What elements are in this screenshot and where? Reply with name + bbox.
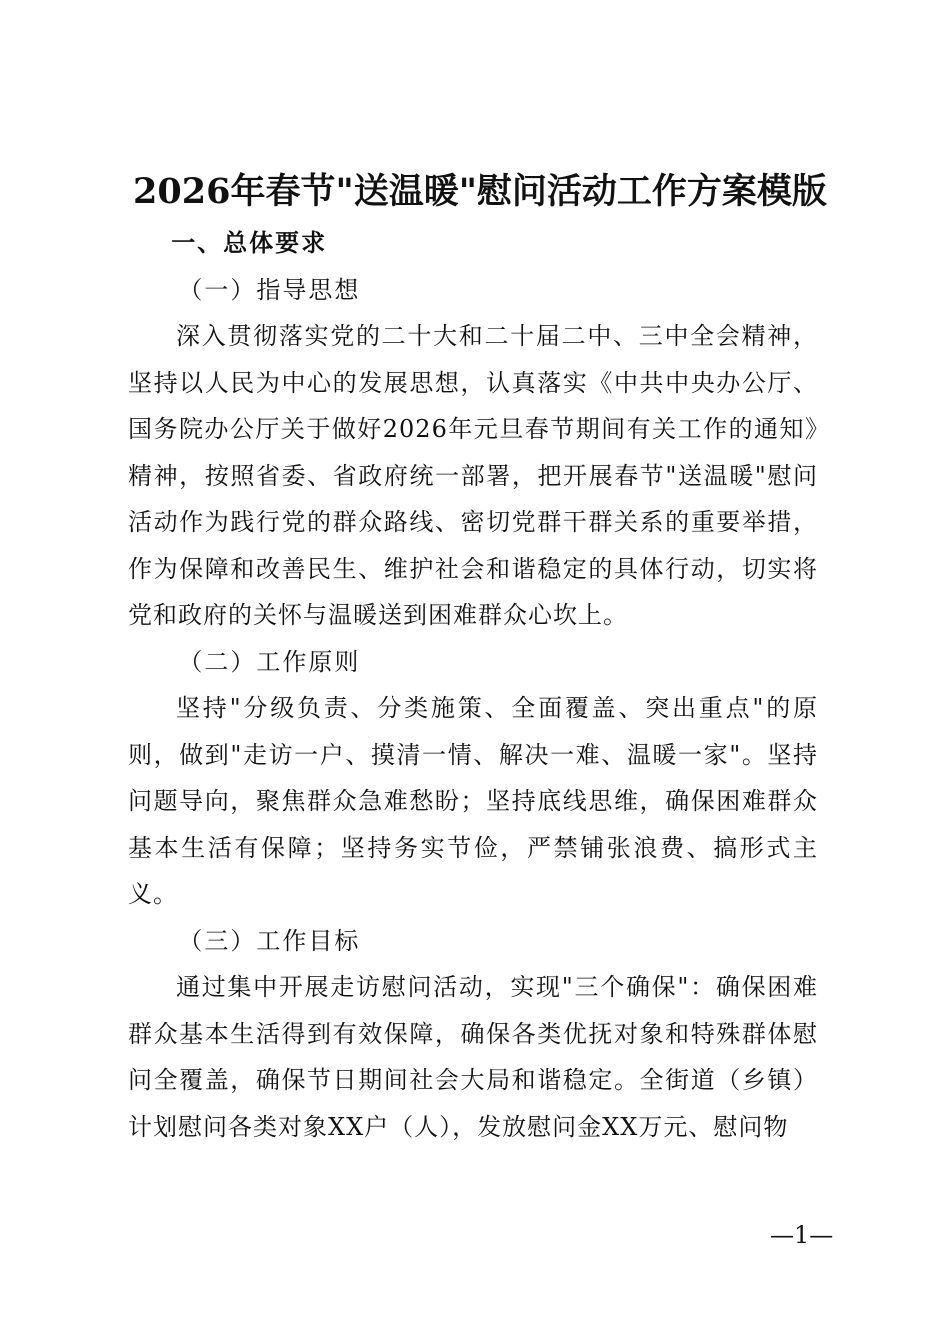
subsection-heading-guiding-ideology: （一）指导思想 (178, 275, 361, 304)
paragraph-work-principles: 坚持"分级负责、分类施策、全面覆盖、突出重点"的原则，做到"走访一户、摸清一情、解决一难、温暖一家"。坚持问题导向，聚焦群众急难愁盼；坚持底线思维，确保困难群众基本生活有保障；坚持务实节俭，严禁铺张浪费、搞形式主义。 (128, 694, 818, 908)
paragraph-work-goals: 通过集中开展走访慰问活动，实现"三个确保"：确保困难群众基本生活得到有效保障，确保各类优抚对象和特殊群体慰问全覆盖，确保节日期间社会大局和谐稳定。全街道（乡镇）计划慰问各类对象XX户（人），发放慰问金XX万元、慰问物 (128, 973, 818, 1141)
subsection-heading-work-goals: （三）工作目标 (178, 926, 361, 955)
page-number: —1— (770, 1221, 834, 1249)
document-body (128, 220, 818, 1150)
paragraph-guiding-ideology: 深入贯彻落实党的二十大和二十届二中、三中全会精神，坚持以人民为中心的发展思想，认真落实《中共中央办公厅、国务院办公厅关于做好2026年元旦春节期间有关工作的通知》精神，按照省委、省政府统一部署，把开展春节"送温暖"慰问活动作为践行党的群众路线、密切党群干群关系的重要举措，作为保障和改善民生、维护社会和谐稳定的具体行动，切实将党和政府的关怀与温暖送到困难群众心坎上。 (128, 322, 818, 629)
subsection-heading-work-principles: （二）工作原则 (178, 647, 361, 676)
section-heading-overall-requirements: 一、总体要求 (171, 229, 328, 257)
document-title: 2026年春节"送温暖"慰问活动工作方案模版 (133, 171, 827, 212)
